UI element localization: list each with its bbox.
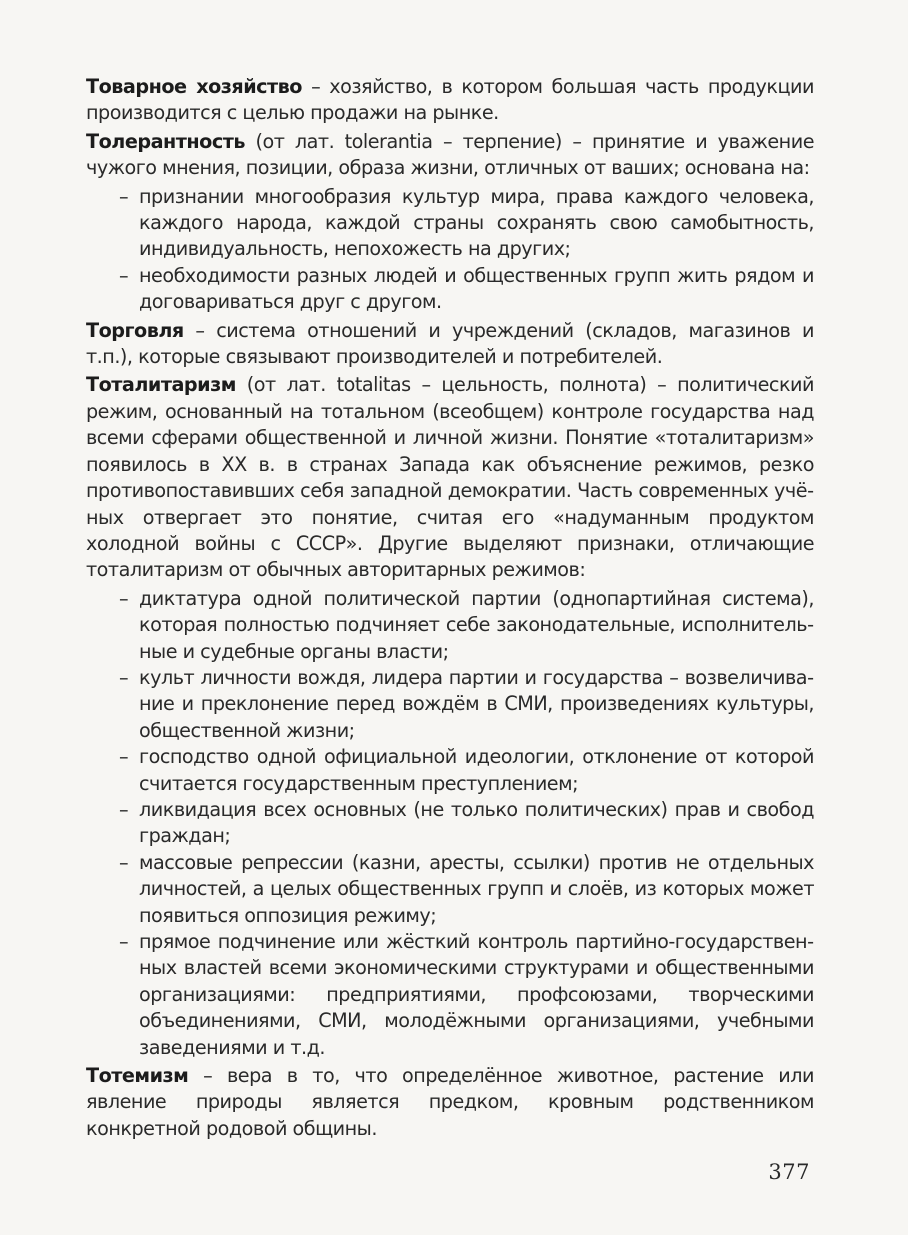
- list-item-text: господство одной официальной идеологии, отклонение от которой считается государственным преступлением;: [139, 745, 814, 795]
- entry-totalitarizm: [86, 372, 814, 583]
- list-item-text: признании многообразия культур мира, права каждого человека, каждого народа, каждой страны сохранять свою самобытность, индивидуальность, непохожесть на других;: [139, 184, 814, 261]
- entry-term: Тоталитаризм: [86, 373, 236, 397]
- entry-definition: – система отношений и учреждений (складов, магазинов и т.п.), которые связывают производителей и потребителей.: [86, 318, 814, 369]
- bullet-dash: –: [119, 797, 129, 821]
- entry-tolerantnost: [86, 129, 814, 182]
- list-item-text: диктатура одной политической партии (однопартийная система), которая полностью подчиняет себе законодательные, исполнительные и судебные органы власти;: [139, 586, 814, 663]
- list-item-text: массовые репрессии (казни, аресты, ссылки) против не отдельных личностей, а целых общественных групп и слоёв, из которых может появиться оппозиция режиму;: [139, 850, 814, 927]
- list-item: [86, 184, 814, 263]
- bullet-dash: –: [119, 850, 129, 874]
- list-item-text: прямое подчинение или жёсткий контроль партийно-государственных властей всеми экономическими структурами и общественными организациями: предприятиями, профсоюзами, творческими объединениями, СМИ, молодёжными организациями, учебными заведениями и т.д.: [139, 930, 814, 1059]
- list-item: [86, 929, 814, 1061]
- entry-term: Толерантность: [86, 129, 245, 153]
- entry-definition: – хозяйство, в котором большая часть продукции производится с целью продажи на рынке.: [86, 75, 814, 125]
- list-item: [86, 744, 814, 797]
- entry-term: Тотемизм: [86, 1064, 189, 1088]
- totalitarizm-bullet-list: [86, 586, 814, 1061]
- bullet-dash: –: [119, 184, 129, 208]
- page-number: 377: [768, 1160, 810, 1184]
- entry-term: Товарное хозяйство: [86, 75, 302, 98]
- entry-totemizm: [86, 1063, 814, 1142]
- glossary-page: [86, 74, 814, 1144]
- entry-definition: – вера в то, что определённое животное, растение или явление природы является предком, кровным родственником конкретной родовой общины.: [86, 1064, 814, 1140]
- bullet-dash: –: [119, 586, 129, 610]
- entry-definition: (от лат. tolerantia – терпение) – принятие и уважение чужого мнения, позиции, образа жизни, отличных от ваших; основана на:: [86, 129, 814, 180]
- list-item-text: ликвидация всех основных (не только политических) прав и свобод граждан;: [139, 797, 814, 848]
- bullet-dash: –: [119, 263, 129, 287]
- list-item-text: культ личности вождя, лидера партии и государства – возвеличивание и преклонение перед вождём в СМИ, произведениях культуры, общественной жизни;: [139, 665, 814, 742]
- bullet-dash: –: [119, 665, 129, 689]
- entry-definition: (от лат. totalitas – цельность, полнота) – политический режим, основанный на тотальном (всеобщем) контроле государства над всеми сферами общественной и личной жизни. Понятие «тоталитаризм» появилось в XX в. в странах Запада как объяснение режимов, резко противопоставивших себя западной демократии. Часть современных учёных отвергает это понятие, считая его «надуманным продуктом холодной войны с СССР». Другие выделяют признаки, отличающие тоталитаризм от обычных авторитарных режимов:: [86, 373, 814, 582]
- list-item: [86, 797, 814, 850]
- tolerantnost-bullet-list: [86, 184, 814, 316]
- entry-tovarnoe-khozyaistvo: [86, 74, 814, 127]
- entry-torgovlya: [86, 318, 814, 371]
- list-item: [86, 586, 814, 665]
- bullet-dash: –: [119, 930, 129, 953]
- list-item: [86, 665, 814, 744]
- list-item-text: необходимости разных людей и общественных групп жить рядом и договариваться друг с другом.: [139, 263, 814, 314]
- list-item: [86, 263, 814, 316]
- entry-term: Торговля: [86, 318, 184, 342]
- list-item: [86, 850, 814, 929]
- bullet-dash: –: [119, 745, 129, 769]
